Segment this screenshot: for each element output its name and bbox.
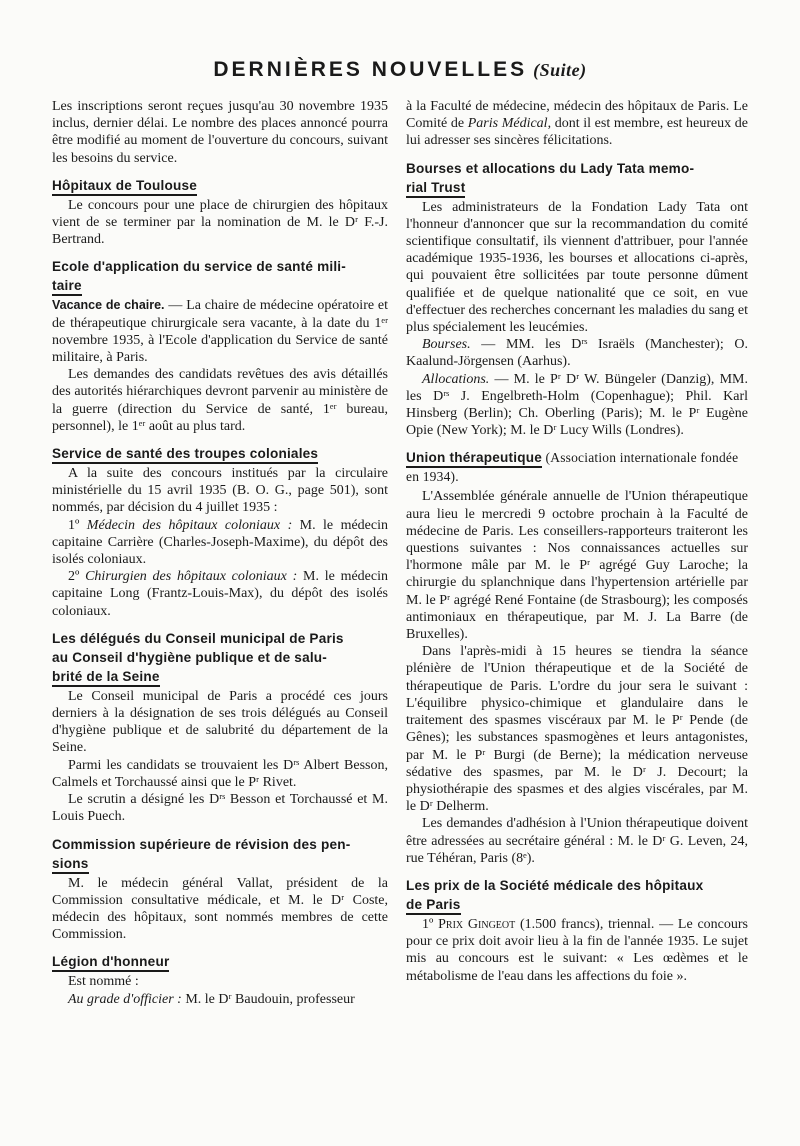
conseil-paragraph-3: Le scrutin a désigné les Dʳˢ Besson et Torchaussé et M. Louis Puech. [52,792,388,825]
union-paragraph-1: L'Assemblée générale annuelle de l'Union thérapeutique aura lieu le mercredi 9 octobre prochain à la Faculté de médecine de Paris. Les conseillers-rapporteurs traiteront les questions suivantes : Nos connaissances actuelles sur l'hormone mâle par M. le Pʳ agrégé Guy Laroche; la chirurgie du splanchnique dans l'hypertension artérielle par M. le Pʳ agrégé René Fontaine (de Strasbourg); les composés antimoniaux en thérapeutique, par M. J. La Barre (de Bruxelles). [406,489,748,643]
bourses-paragraph-3: Allocations. — M. le Pʳ Dʳ W. Büngeler (Danzig), MM. les Dʳˢ J. Engelbreth-Holm (Copenhague); Phil. Karl Hinsberg (Berlin); Ch. Oberling (Paris); M. le Pʳ Eugène Opie (New York); M. le Dʳ Lucy Wills (Londres). [406,371,748,439]
bourses-paragraph-2: Bourses. — MM. les Dʳˢ Israëls (Manchester); O. Kaalund-Jörgensen (Aarhus). [406,337,748,370]
section-heading-bourses: Bourses et allocations du Lady Tata memo- rial Trust [406,159,748,197]
union-paragraph-2: Dans l'après-midi à 15 heures se tiendra la séance plénière de l'Union thérapeutique et de la Société de thérapeutique de Paris. L'ordre du jour sera le suivant : L'équilibre physico-chimique et glandulaire dans le traitement des spasmes viscéraux par M. le Pʳ Pende (de Gênes); les substances spasmogènes et leurs antagonistes, par M. le Pʳ Burgi (de Berne); la médication nerveuse sédative des spasmes, par M. le Dʳ J. Decourt; la physiothérapie des spasmes et des algies viscérales, par M. le Dʳ Delherm. [406,644,748,815]
bourses-paragraph-1: Les administrateurs de la Fondation Lady Tata ont l'honneur d'annoncer que sur la recommandation du comité scientifique consultatif, ils viennent d'attribuer, pour l'année académique 1935-1936, les bourses et allocations ci-après, qui pouvaient être sollicitées par toute personne dûment qualifiée et de quelque nationalité que ce soit, en vue d'effectuer des recherches concernant les maladies du sang et plus spécialement les leucémies. [406,199,748,336]
right-column [406,98,748,985]
coloniales-paragraph-1: A la suite des concours institués par la circulaire ministérielle du 15 avril 1935 (B. O. G., page 501), sont nommés, par décision du 4 juillet 1935 : [52,466,388,516]
section-heading-commission: Commission supérieure de révision des pen- sions [52,835,388,873]
ecole-paragraph-1: Vacance de chaire. — La chaire de médecine opératoire et de thérapeutique chirurgicale sera vacante, à la date du 1ᵉʳ novembre 1935, à l'Ecole d'application du Service de santé militaire, à Paris. [52,298,388,366]
section-heading-toulouse: Hôpitaux de Toulouse [52,176,388,195]
page-title-suite: (Suite) [533,60,587,80]
section-heading-conseil: Les délégués du Conseil municipal de Paris au Conseil d'hygiène publique et de salu- brité de la Seine [52,629,388,686]
conseil-paragraph-2: Parmi les candidats se trouvaient les Dʳˢ Albert Besson, Calmels et Torchaussé ainsi que le Pʳ Rivet. [52,757,388,790]
ecole-paragraph-2: Les demandes des candidats revêtues des avis détaillés des autorités hiérarchiques devront parvenir au ministère de la guerre (direction du Service de santé, 1ᵉʳ bureau, personnel), le 1ᵉʳ août au plus tard. [52,367,388,434]
coloniales-paragraph-2: 1º Médecin des hôpitaux coloniaux : M. le médecin capitaine Carrière (Charles-Joseph-Maxime), du dépôt des isolés coloniaux. [52,517,389,568]
commission-paragraph: M. le médecin général Vallat, président de la Commission consultative médicale, et M. le Dʳ Coste, médecin des hôpitaux, sont nommés membres de cette Commission. [52,875,388,943]
coloniales-paragraph-3: 2º Chirurgien des hôpitaux coloniaux : M. le médecin capitaine Long (Frantz-Louis-Max), du dépôt des isolés coloniaux. [52,569,388,619]
toulouse-paragraph: Le concours pour une place de chirurgien des hôpitaux vient de se terminer par la nomination de M. le Dʳ F.-J. Bertrand. [52,197,388,248]
union-paragraph-3: Les demandes d'adhésion à l'Union thérapeutique doivent être adressées au secrétaire général : M. le Dʳ G. Leven, 24, rue Téhéran, Paris (8ᵉ). [406,816,748,866]
section-heading-ecole: Ecole d'application du service de santé mili- taire [52,257,388,295]
left-intro-paragraph: Les inscriptions seront reçues jusqu'au 30 novembre 1935 inclus, dernier délai. Le nombre des places annoncé pourra être modifié au moment de l'ouverture du concours, suivant les besoins du service. [52,99,388,166]
page-title: DERNIÈRES NOUVELLES [213,58,528,81]
ecole-lead: Vacance de chaire. [52,298,165,313]
conseil-paragraph-1: Le Conseil municipal de Paris a procédé ces jours derniers à la désignation de ses trois délégués au Conseil d'hygiène publique et de salubrité du département de la Seine. [52,688,388,756]
right-intro-paragraph: à la Faculté de médecine, médecin des hôpitaux de Paris. Le Comité de Paris Médical, dont il est membre, est heureux de lui adresser ses sincères félicitations. [406,99,748,149]
prix-paragraph: 1º Prix Gingeot (1.500 francs), triennal. — Le concours pour ce prix doit avoir lieu à la fin de l'année 1935. Le sujet mis au concours est le suivant: « Les œdèmes et le métabolisme de l'eau dans les affections du foie ». [406,916,748,984]
legion-paragraph-1: Est nommé : [68,974,139,990]
page-header [0,58,800,82]
section-heading-legion: Légion d'honneur [52,952,388,971]
union-aside: (Association internationale fondée en 1934). [406,450,739,485]
legion-paragraph-2: Au grade d'officier : M. le Dʳ Baudouin, professeur [68,991,355,1007]
section-heading-prix: Les prix de la Société médicale des hôpitaux de Paris [406,876,748,914]
section-heading-union: Union thérapeutique (Association internationale fondée en 1934). [406,450,739,485]
section-heading-coloniales: Service de santé des troupes coloniales [52,444,388,463]
left-column [52,98,388,1008]
